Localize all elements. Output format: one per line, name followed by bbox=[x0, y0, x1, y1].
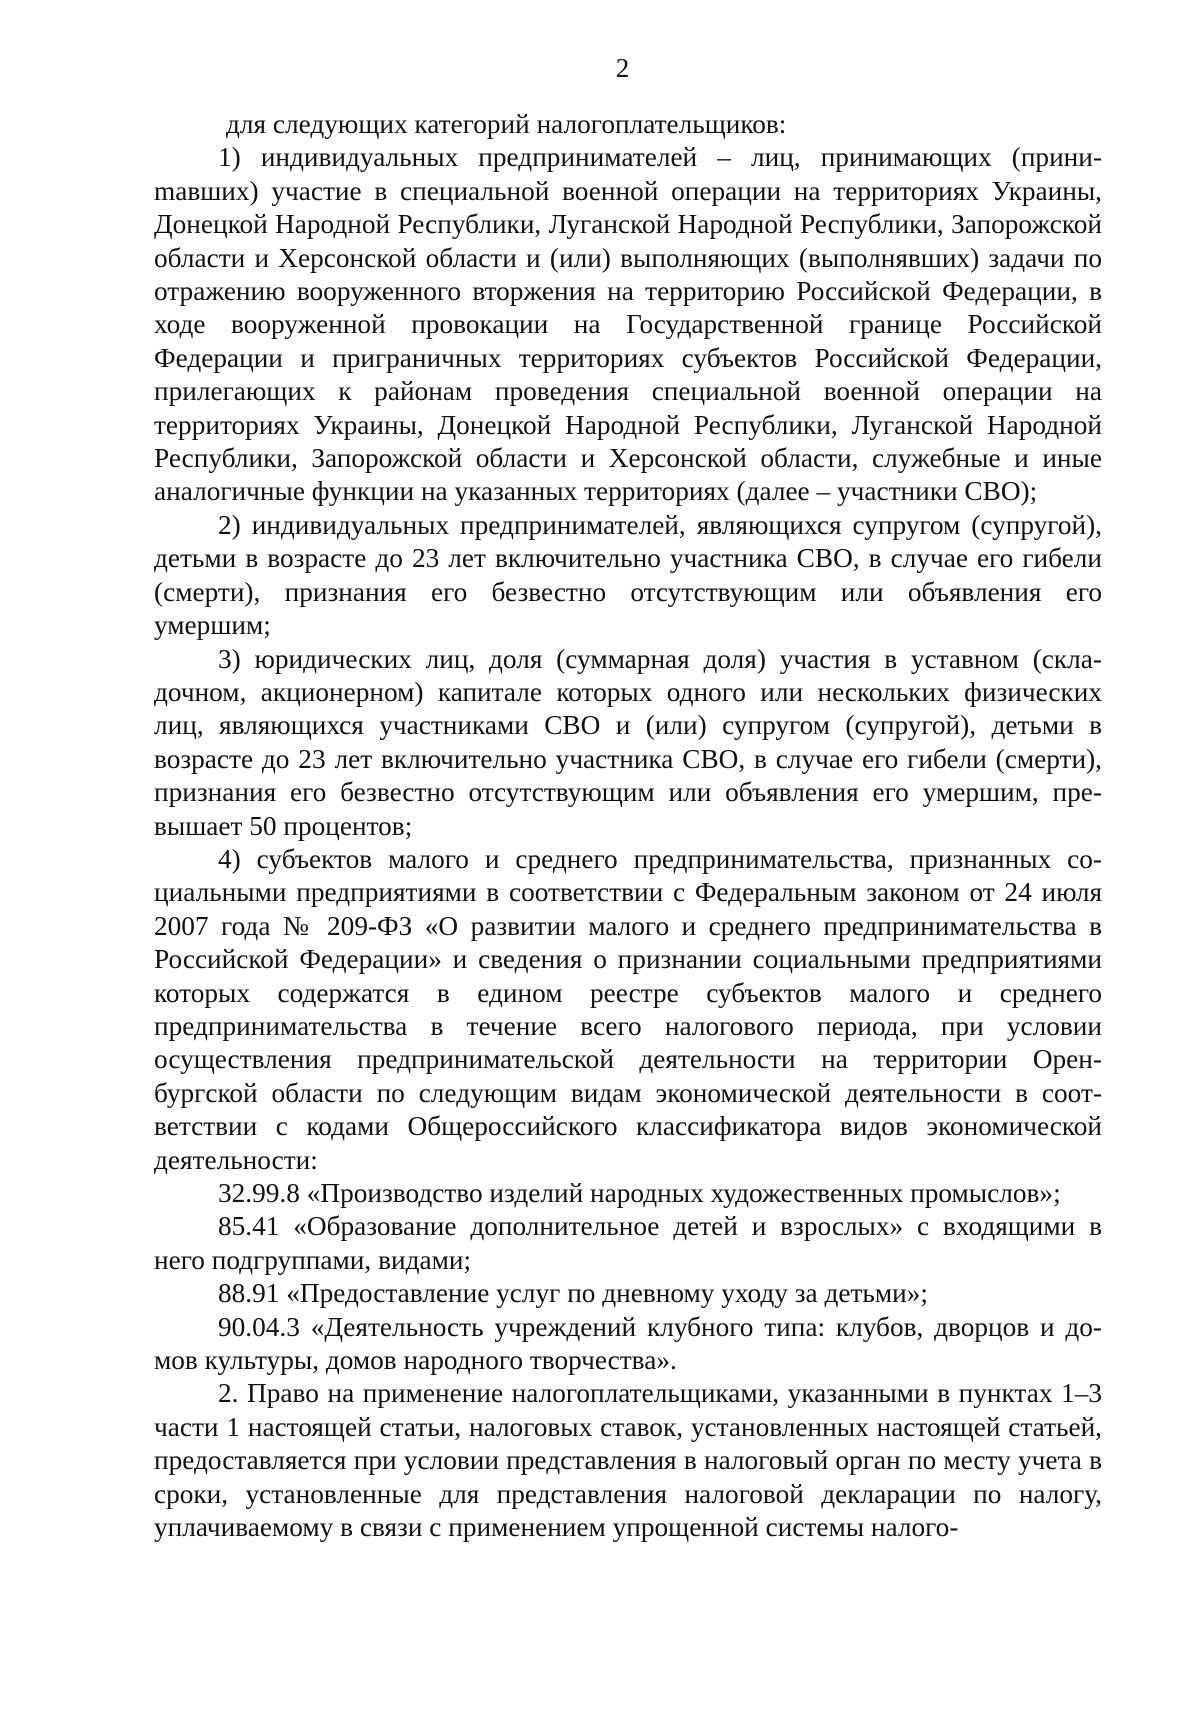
paragraph-item-2: 2) индивидуальных предпринимателей, являющихся супругом (супругой), детьми в возрасте до 23 лет включительно участника СВО, в случае его гибели (смерти), признания его безвестно отсутствующим или объявления его умершим; bbox=[154, 509, 1102, 641]
paragraph-code-88-91: 88.91 «Предоставление услуг по дневному уходу за детьми»; bbox=[218, 1278, 928, 1309]
paragraph-code-90-04-3: 90.04.3 «Деятельность учреждений клубного типа: клубов, дворцов и домов культуры, домов народного творчества». bbox=[154, 1311, 1102, 1376]
paragraph-code-32-99-8: 32.99.8 «Производство изделий народных художественных промыслов»; bbox=[218, 1178, 1061, 1208]
paragraph-code-85-41: 85.41 «Образование дополнительное детей и взрослых» с входящими в него подгруппами, видами; bbox=[154, 1211, 1102, 1275]
paragraph-item-1: 1) индивидуальных предпринимателей – лиц, принимающих (приниmавших) участие в специальной военной операции на территориях Украины, Донецкой Народной Республики, Луганской Народной Республики, Запорожской области и Херсонской области и (или) выполняющих (выполнявших) задачи по отражению вооруженного вторжения на территорию Российской Федерации, в ходе вооруженной провокации на Государственной границе Российской Федерации и приграничных территориях субъектов Российской Федерации, прилегающих к районам проведения специальной военной операции на территориях Украины, Донецкой Народной Республики, Луганской Народной Республики, Запорожской области и Херсонской области, служебные и иные аналогичные функции на указанных территориях (далее – участники СВО); bbox=[154, 142, 1102, 507]
paragraph-item-4: 4) субъектов малого и среднего предпринимательства, признанных социальными предприятиями в соответствии с Федеральным законом от 24 июля 2007 года № 209-ФЗ «О развитии малого и среднего предпринимательства в Российской Федерации» и сведения о признании социальными предприятиями которых содержатся в едином реестре субъектов малого и среднего предпринимательства в течение всего налогового периода, при условии осуществления предпринимательской деятельности на территории Оренбургской области по следующим видам экономической деятельности в соответствии с кодами Общероссийского классификатора видов экономической деятельности: bbox=[154, 843, 1102, 1175]
paragraph-section-2: 2. Право на применение налогоплательщиками, указанными в пунктах 1–3 части 1 настоящей статьи, налоговых ставок, установленных настоящей статьей, предоставляется при условии представления в налоговый орган по месту учета в сроки, установленные для представления налоговой декларации по налогу, уплачиваемому в связи с применением упрощенной системы налого- bbox=[154, 1378, 1102, 1543]
document-body bbox=[154, 108, 1102, 1544]
page-number: 2 bbox=[615, 53, 630, 83]
paragraph-intro: для следующих категорий налогоплательщиков: bbox=[226, 109, 787, 139]
paragraph-item-3: 3) юридических лиц, доля (суммарная доля) участия в уставном (складочном, акционерном) капитале которых одного или нескольких физических лиц, являющихся участниками СВО и (или) супругом (супругой), детьми в возрасте до 23 лет включительно участника СВО, в случае его гибели (смерти), признания его безвестно отсутствующим или объявления его умершим, превышает 50 процентов; bbox=[154, 643, 1102, 841]
